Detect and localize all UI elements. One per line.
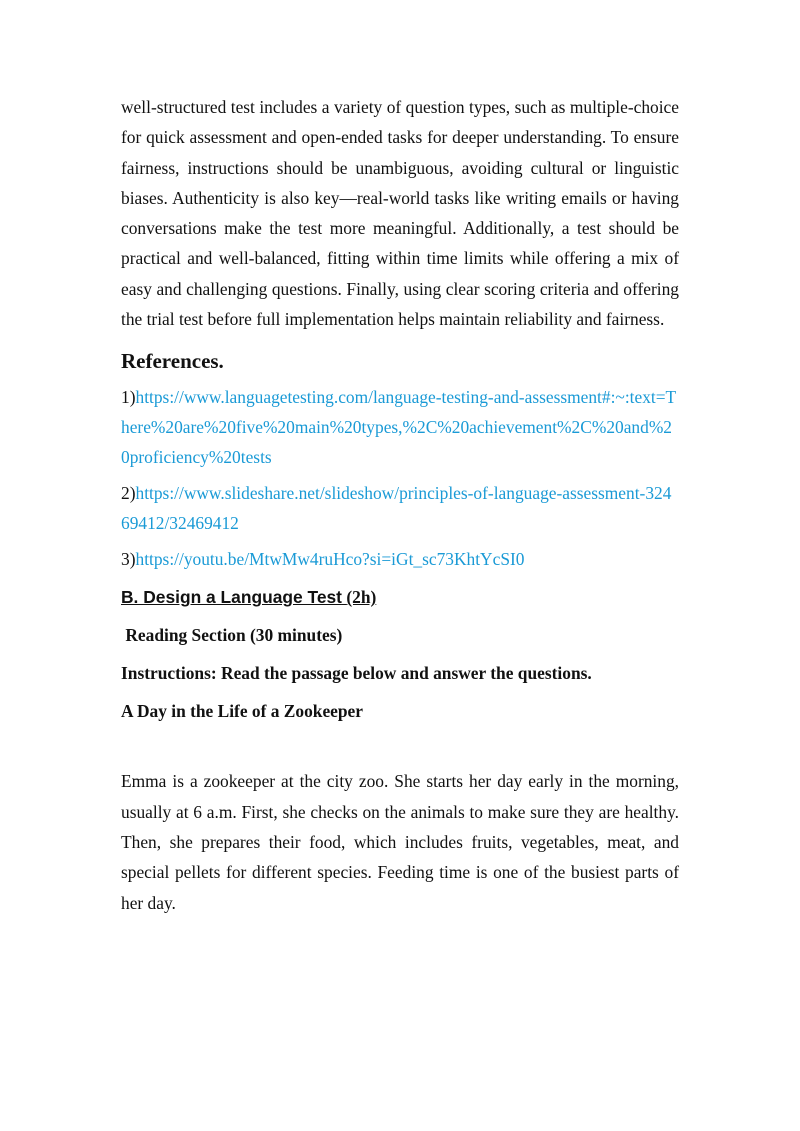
- reference-link-1[interactable]: https://www.languagetesting.com/language-testing-and-assessment#:~:text=There%20are%20five%20main%20types,%2C%20achievement%2C%20and%20proficiency%20tests: [121, 387, 677, 468]
- reference-number: 2): [121, 483, 136, 504]
- reference-number: 1): [121, 387, 136, 408]
- passage-title: A Day in the Life of a Zookeeper: [121, 701, 363, 722]
- intro-paragraph: well-structured test includes a variety of question types, such as multiple-choice for quick assessment and open-ended tasks for deeper understanding. To ensure fairness, instructions should be unambiguous, avoiding cultural or linguistic biases. Authenticity is also key—real-world tasks like writing emails or having conversations make the test more meaningful. Additionally, a test should be practical and well-balanced, fitting within time limits while offering a mix of easy and challenging questions. Finally, using clear scoring criteria and offering the trial test before full implementation helps maintain reliability and fairness.: [121, 97, 679, 330]
- reading-section-heading: Reading Section (30 minutes): [125, 625, 343, 646]
- references-heading: References.: [121, 349, 224, 374]
- passage-text: Emma is a zookeeper at the city zoo. She starts her day early in the morning, usually at 6 a.m. First, she checks on the animals to make sure they are healthy. Then, she prepares their food, which includes fruits, vegetables, meat, and special pellets for different species. Feeding time is one of the busiest parts of her day.: [121, 771, 679, 913]
- section-b-title: B. Design a Language Test: [121, 587, 342, 608]
- instructions-line: Instructions: Read the passage below and answer the questions.: [121, 663, 592, 684]
- reference-item-2: [121, 478, 679, 538]
- reference-item-3: [121, 544, 679, 574]
- reference-link-3[interactable]: https://youtu.be/MtwMw4ruHco?si=iGt_sc73KhtYcSI0: [135, 549, 525, 570]
- section-b-heading: [121, 582, 679, 612]
- reference-item-1: [121, 382, 679, 472]
- page-content: [121, 92, 679, 918]
- reference-number: 3): [121, 549, 136, 570]
- reference-link-2[interactable]: https://www.slideshare.net/slideshow/principles-of-language-assessment-32469412/32469412: [121, 483, 672, 534]
- section-b-duration: (2h): [346, 587, 377, 608]
